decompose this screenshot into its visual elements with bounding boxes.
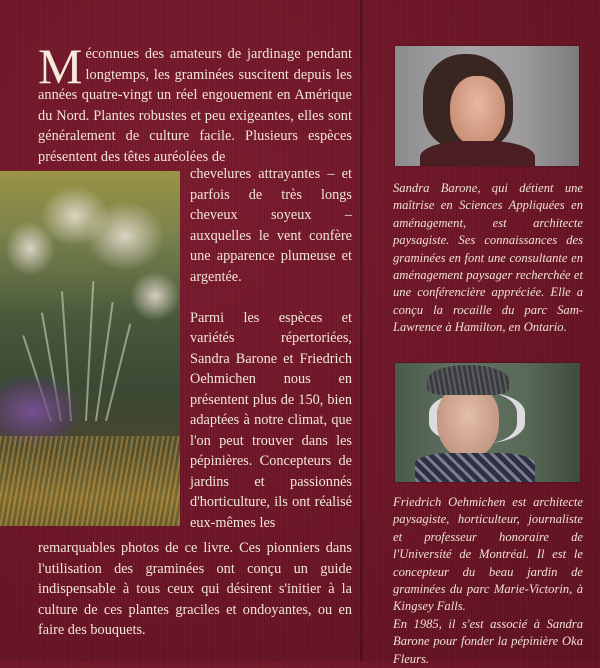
golden-grasses	[0, 436, 180, 526]
paragraph-plumes: chevelures attrayantes – et parfois de très longs cheveux soyeux – auxquelles le vent confère une apparence plumeuse et argentée.	[190, 166, 352, 285]
portrait-flat-cap	[427, 365, 509, 395]
wrapped-text	[190, 164, 352, 533]
drop-cap: M	[38, 38, 83, 94]
sandra-bio-text: Sandra Barone, qui détient une maîtrise en Sciences Appliquées en aménagement, est architecte paysagiste. Ses connaissances des graminées en font une consultante en aménagement paysager recherchée et une conférencière appréciée. Elle a conçu la rocaille du parc Sam-Lawrence à Hamilton, en Ontario.	[393, 181, 583, 335]
intro-text: éconnues des amateurs de jardinage pendant longtemps, les graminées suscitent depuis les années quatre-vingt un réel engouement en Amérique du Nord. Plantes robustes et peu exigeantes, elles sont généralement de culture facile. Plusieurs espèces présentent des têtes auréolées de	[38, 46, 352, 165]
grass-plume	[5, 221, 55, 276]
grass-blade	[85, 281, 94, 421]
portrait-face	[437, 387, 499, 459]
sandra-barone-bio	[393, 180, 583, 337]
grass-plume	[85, 201, 165, 271]
friedrich-bio-text: Friedrich Oehmichen est architecte paysagiste, horticulteur, journaliste et professeur honoraire de l'Université de Montréal. Il est le concepteur du beau jardin de graminées du parc Marie-Victorin, à Kingsey Falls.	[393, 495, 583, 614]
page-fold-divider	[360, 0, 364, 661]
portrait-scarf	[420, 141, 535, 166]
closing-paragraph: remarquables photos de ce livre. Ces pionniers dans l'utilisation des graminées ont conçu un guide indispensable à tous ceux qui désirent s'initier à la culture de ces plantes graciles et ondoyantes, ou en faire des bouquets.	[38, 540, 352, 638]
grass-blade	[105, 324, 131, 422]
portrait-scarf	[415, 453, 535, 482]
friedrich-bio-nursery: En 1985, il s'est associé à Sandra Barone pour fonder la pépinière Oka Fleurs.	[393, 616, 583, 666]
sandra-barone-portrait	[395, 46, 579, 166]
friedrich-oehmichen-bio	[393, 494, 583, 668]
paragraph-species: Parmi les espèces et variétés répertoriées, Sandra Barone et Friedrich Oehmichen nous en présentent plus de 150, bien adaptées à notre climat, que l'on peut trouver dans les pépinières. Concepteurs de jardins et passionnés d'horticulture, ils ont réalisé eux-mêmes les	[190, 309, 352, 531]
friedrich-oehmichen-portrait	[395, 363, 580, 482]
grass-plume	[130, 271, 180, 321]
portrait-face	[450, 76, 505, 146]
intro-paragraph	[38, 38, 352, 167]
garden-grasses-photo	[0, 171, 180, 526]
